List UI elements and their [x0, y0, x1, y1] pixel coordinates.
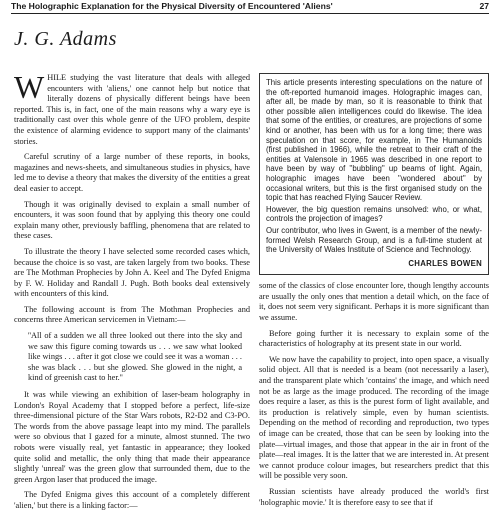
drop-cap: W — [14, 69, 45, 105]
article-title: The Holographic Explanation for the Physical Diversity of Encountered 'Aliens' — [11, 1, 333, 11]
body-paragraph: Though it was originally devised to explain a small number of encounters, it was soon found that by applying this theory one could explain many other, previously baffling, phenomena that are related to these cases. — [14, 199, 250, 241]
body-paragraph: The following account is from The Mothman Prophecies and concerns three American servicemen in Vietnam:— — [14, 304, 250, 325]
right-column — [259, 73, 489, 513]
editor-note-paragraph: However, the big question remains unsolved: who, or what, controls the projection of images? — [266, 204, 482, 224]
body-paragraph: We now have the capability to project, into open space, a visually solid object. All that is needed is a beam (not necessarily a laser), and the transparent plate which 'contains' the image, and which need not be as large as the image produced. The recording of the image does require a laser, as this is the purest form of light available, and its production is relatively simple, even by human scientists. Depending on the method of recording and reproduction, two types of image can be created, those that can be seen by looking into the plate—virtual images, and those that appear in the air in front of the plate—real images. It is the latter that we are interested in. At present we cannot produce colour images, but researchers predict that this will be possible very soon. — [259, 354, 489, 481]
block-quote: ''All of a sudden we all three looked out there into the sky and we saw this figure coming towards us . . . we saw what looked like wings . . . after it got close we could see it was a woman . . . she was black . . . but she glowed. She glowed in the night, a kind of greenish cast to her.'' — [28, 331, 242, 383]
left-column — [14, 69, 250, 517]
editor-note-box — [259, 73, 489, 275]
body-paragraph: Russian scientists have already produced the world's first 'holographic movie.' It is therefore easy to see that if — [259, 486, 489, 507]
body-paragraph: To illustrate the theory I have selected some recorded cases which, because the choice is so vast, are taken largely from two books. These are The Mothman Prophecies by John A. Keel and The Dyfed Enigma by F. W. Holiday and Randall J. Pugh. Both books deal extensively with encounters of this kind. — [14, 246, 250, 299]
intro-paragraph — [14, 69, 250, 147]
body-paragraph: The Dyfed Enigma gives this account of a completely different 'alien,' but there is a linking factor:— — [14, 490, 250, 510]
body-paragraph: Careful scrutiny of a large number of these reports, in books, magazines and news-sheets, and simultaneous studies in physics, have led me to devise a theory that makes the diversity of the entities a great deal easier to accept. — [14, 152, 250, 193]
intro-text: HILE studying the vast literature that deals with alleged encounters with 'aliens,' one cannot help but notice that literally dozens of physically different beings have been reported. This is, in fact, one of the main reasons why a wary eye is traditionally cast over this whole genre of the UFO problem, despite the existence of alarming evidence to support many of the claimants' stories. — [14, 73, 250, 146]
editor-note-paragraph: Our contributor, who lives in Gwent, is a member of the newly-formed Welsh Research Group, and is a full-time student at the University of Wales Institute of Science and Technology. — [266, 225, 482, 255]
body-paragraph: It was while viewing an exhibition of laser-beam holography in London's Royal Academy that I stopped before a perfect, life-size three-dimensional picture of the Star Wars robots, R2-D2 and C3-PO. The words from the above passage leapt into my mind. The parallels were so obvious that I gazed for a minute, almost stunned. The two robots were visually real, yet fantastic in appearance; they looked quite solid and metallic, the only thing that made their appearance slightly 'unreal' was the green glow that surrounded them, due to the green Argon laser that produced the image. — [14, 390, 250, 484]
body-paragraph: some of the classics of close encounter lore, though lengthy accounts are usually the only ones that mention a detail which, on the face of it, does not seem very significant. Perhaps it is more significant than we assume. — [259, 281, 489, 323]
body-paragraph: Before going further it is necessary to explain some of the characteristics of holography at its present state in our world. — [259, 328, 489, 349]
author-name: J. G. Adams — [14, 28, 117, 50]
editor-signature: CHARLES BOWEN — [408, 258, 482, 268]
running-header — [11, 0, 489, 14]
editor-note-paragraph: This article presents interesting speculations on the nature of the oft-reported humanoid images. Holographic images can, after all, be made by man, so it is reasonable to think that other possible alien intelligences could do likewise. The idea that some of the entities, or creatures, are projections of some kind or another, has been with us for a long time; there was speculation on that score, for example, in The Humanoids (first published in 1966), while the retreat to their craft of the entities at Valensole in 1965 was described in one report to have been by way of ''bubbling'' up beams of light. Again, holographic images have been ''wondered about'' by occasional writers, but this is the first organised study on the topic that has reached Flying Saucer Review. — [266, 78, 482, 203]
page-number: 27 — [479, 1, 489, 11]
